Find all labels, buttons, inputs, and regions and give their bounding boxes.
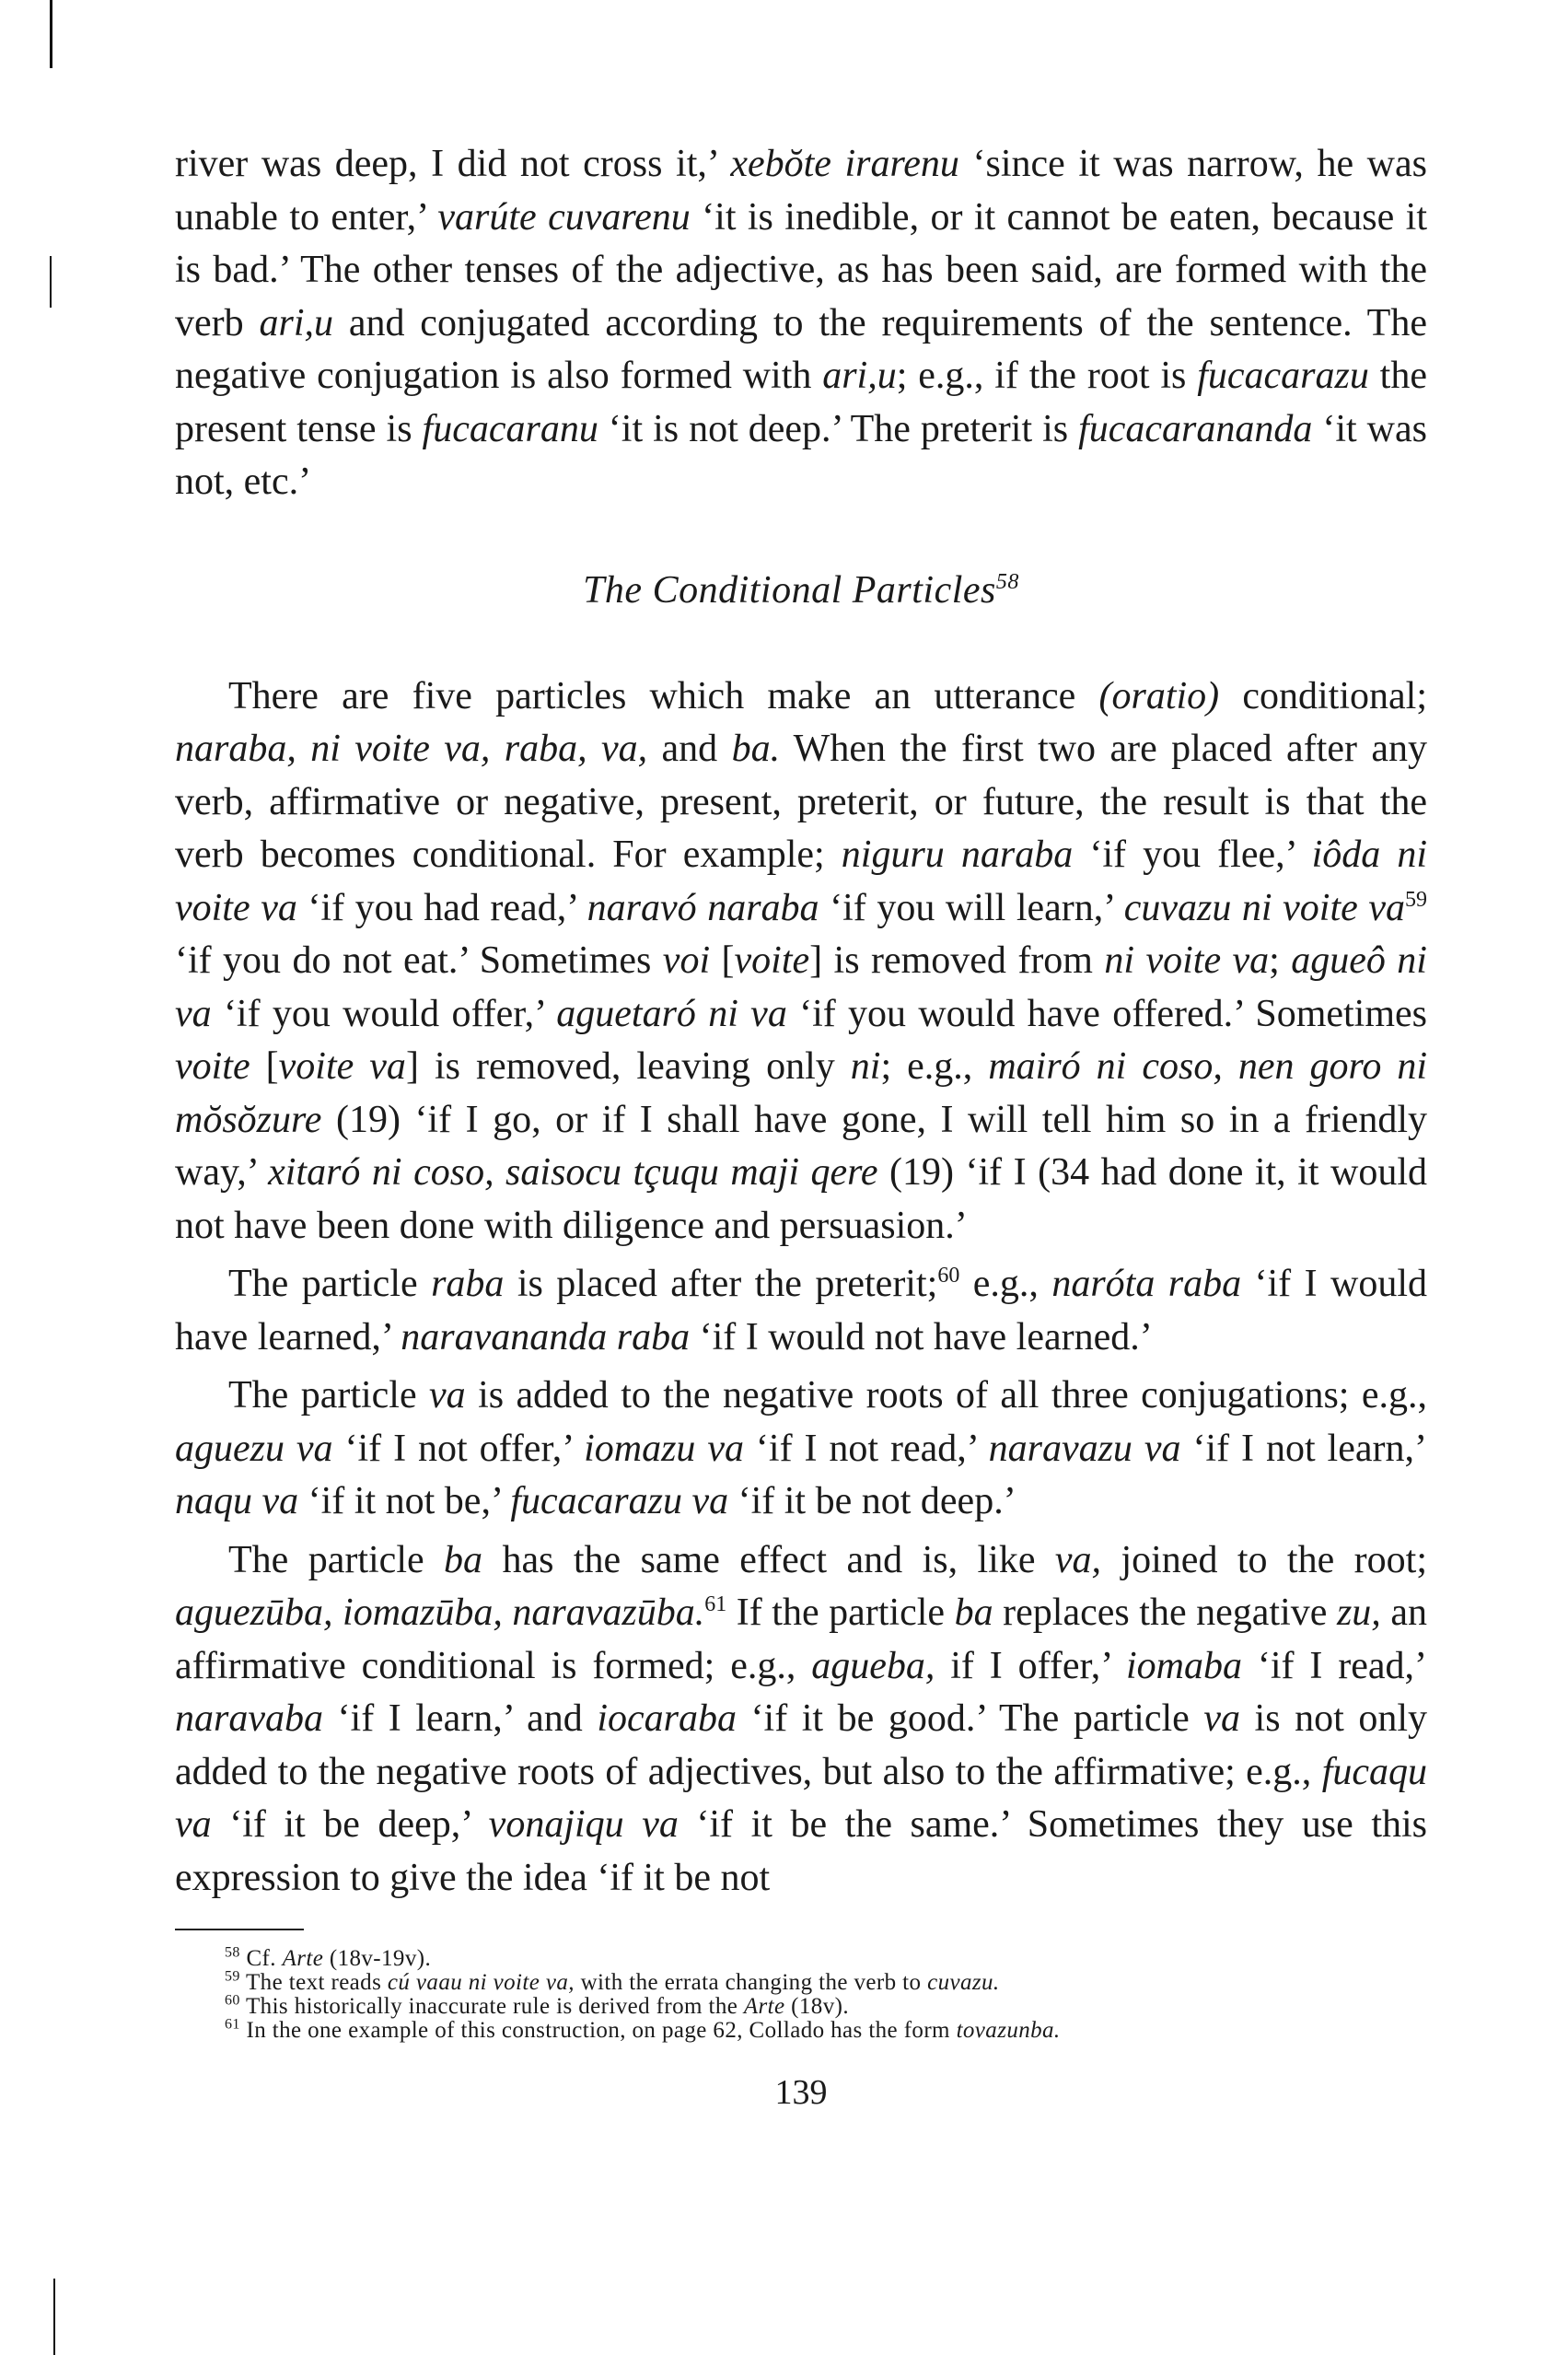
italic-term: fucacarazu va (510, 1480, 729, 1522)
italic-term: naravaba (175, 1697, 323, 1740)
italic-term: iocaraba (597, 1697, 737, 1740)
italic-term: va (429, 1374, 466, 1416)
italic-term: cuvazu ni voite va (1123, 886, 1406, 929)
text-run: replaces the negative (993, 1591, 1337, 1634)
body-paragraph-2 (175, 670, 1427, 1253)
text-run: river was deep, I did not cross it,’ (175, 143, 731, 185)
text-run: ‘if you would have offered.’ Sometimes (786, 992, 1427, 1035)
italic-term: cú vaau ni voite va, (387, 1970, 575, 1995)
italic-term: agueba, (811, 1644, 935, 1687)
text-run: ‘if I learn,’ and (323, 1697, 598, 1740)
section-heading (175, 565, 1427, 617)
text-run: ] is removed from (809, 939, 1105, 982)
italic-term: aguezūba, iomazūba, naravazūba. (175, 1591, 705, 1634)
italic-term: mairó ni coso, nen goro ni mŏsŏzure (175, 1045, 1428, 1141)
text-run: ‘if I not read,’ (743, 1427, 989, 1470)
text-run: The text reads (239, 1970, 388, 1995)
italic-term: xitaró ni coso, saisocu tçuqu maji qere (268, 1151, 878, 1194)
footnote-ref: 59 (1405, 887, 1428, 912)
scan-edge-mark-bottom (53, 2279, 55, 2355)
italic-term: va, (1054, 1538, 1102, 1581)
text-run: This historically inaccurate rule is derived from the (239, 1994, 744, 2019)
italic-term: (oratio) (1098, 674, 1220, 717)
italic-term: cuvazu. (927, 1970, 1000, 1995)
body-paragraph-4 (175, 1370, 1427, 1529)
text-run: and (647, 728, 732, 770)
book-page (175, 138, 1427, 2113)
text-run: ‘if you do not eat.’ Sometimes (175, 939, 663, 982)
text-run: ‘if I would not have learned.’ (690, 1315, 1153, 1358)
text-run: ‘since it was narrow, he was unable to enter,’ (175, 143, 1427, 239)
italic-term: voite (734, 939, 810, 982)
text-run: ] is removed, leaving only (405, 1045, 851, 1088)
text-run: is not only added to the negative roots of adjectives, but also to the affirmative; e.g., (175, 1697, 1427, 1793)
text-run: is added to the negative roots of all three conjugations; e.g., (465, 1374, 1428, 1416)
scan-edge-mark-top (50, 0, 52, 68)
body-paragraph-1 (175, 138, 1427, 509)
text-run: ‘if you had read,’ (296, 886, 587, 929)
italic-term: naravananda raba (401, 1315, 691, 1358)
italic-term: naravó naraba (587, 886, 819, 929)
footnote (225, 2016, 1427, 2043)
footnote-ref: 60 (225, 1992, 240, 2009)
text-run: [ (710, 939, 735, 982)
text-run: ‘if I not learn,’ (1180, 1427, 1427, 1470)
italic-term: fucacaranu (422, 407, 598, 450)
text-run: ‘if it not be,’ (298, 1480, 511, 1522)
text-run: an affirmative conditional is formed; e.g., (175, 1591, 1427, 1687)
text-run: If the particle (726, 1591, 955, 1634)
italic-term: Arte (282, 1946, 324, 1971)
italic-term: raba (431, 1263, 505, 1305)
italic-term: voite (175, 1045, 250, 1088)
text-run: conditional; (1219, 674, 1427, 717)
text-run: ‘if I not offer,’ (332, 1427, 585, 1470)
italic-term: voite va (278, 1045, 406, 1088)
italic-term: iôda ni voite va (175, 834, 1427, 929)
text-run: There are five particles which make an utterance (228, 674, 1099, 717)
text-run: (19) ‘if I (34 had done it, it would not have been done with diligence and persuasion.’ (175, 1151, 1427, 1247)
italic-term: zu, (1336, 1591, 1381, 1634)
text-run: ‘if it be the same.’ Sometimes they use this expression to give the idea ‘if it be not (175, 1803, 1427, 1899)
footnote-divider (175, 1929, 304, 1930)
text-run: e.g., (959, 1263, 1052, 1305)
footnote (225, 1944, 1427, 1971)
text-run: (19) ‘if I go, or if I shall have gone, I will tell him so in a friendly way,’ (175, 1098, 1427, 1194)
text-run: (18v-19v). (323, 1946, 432, 1971)
section-heading-footnote-ref: 58 (995, 569, 1019, 594)
text-run: ‘if it be not deep.’ (728, 1480, 1016, 1522)
text-run: joined to the root; (1101, 1538, 1427, 1581)
italic-term: ba (444, 1538, 483, 1581)
text-run: ; (1269, 939, 1292, 982)
text-run: The particle (228, 1263, 432, 1305)
text-run: ‘if you would offer,’ (211, 992, 557, 1035)
italic-term: naróta raba (1051, 1263, 1242, 1305)
text-run: [ (250, 1045, 279, 1088)
italic-term: va (1203, 1697, 1240, 1740)
text-run: ‘if you will learn,’ (819, 886, 1124, 929)
italic-term: xebŏte irarenu (730, 143, 959, 185)
footnote-ref: 59 (225, 1968, 240, 1985)
scan-edge-mark-middle (50, 256, 52, 308)
text-run: The particle (228, 1374, 430, 1416)
text-run: and conjugated according to the requirements of the sentence. The negative conjugation is also formed with (175, 301, 1427, 397)
text-run: has the same effect and is, like (482, 1538, 1055, 1581)
italic-term: vonajiqu va (488, 1803, 679, 1846)
italic-term: ari,u (822, 355, 897, 397)
text-run: In the one example of this construction, on page 62, Collado has the form (239, 2018, 957, 2043)
text-run: with the errata changing the verb to (574, 1970, 928, 1995)
italic-term: niguru naraba (841, 834, 1074, 876)
italic-term: ba. (731, 728, 781, 770)
text-run: ‘if I read,’ (1242, 1644, 1427, 1687)
text-run: ‘it is inedible, or it cannot be eaten, because it is bad.’ The other tenses of the adjective, as has been said, are formed with the verb (175, 195, 1428, 344)
text-run: the present tense is (175, 355, 1427, 450)
footnote-ref: 58 (225, 1944, 240, 1961)
text-run: ‘if it be deep,’ (211, 1803, 489, 1846)
italic-term: naravazu va (988, 1427, 1181, 1470)
italic-term: Arte (743, 1994, 785, 2019)
text-run: The particle (228, 1538, 445, 1581)
italic-term: ari,u (259, 301, 333, 344)
footnote (225, 1992, 1427, 2019)
italic-term: aguezu va (175, 1427, 333, 1470)
text-run: if I offer,’ (935, 1644, 1126, 1687)
italic-term: ni voite va (1104, 939, 1270, 982)
page-number: 139 (774, 2073, 828, 2112)
footnote-ref: 61 (704, 1592, 727, 1616)
italic-term: voi (662, 939, 711, 982)
text-run: When the first two are placed after any verb, affirmative or negative, present, preterit, or future, the result is that the verb becomes conditional. For example; (175, 728, 1427, 876)
italic-term: ni (850, 1045, 881, 1088)
footnote-ref: 60 (937, 1264, 960, 1288)
text-run: is placed after the preterit; (504, 1263, 938, 1305)
text-run: ‘it is not deep.’ The preterit is (598, 407, 1079, 450)
footnote (225, 1968, 1427, 1995)
body-paragraph-3 (175, 1258, 1427, 1364)
footnote-ref: 61 (225, 2016, 240, 2033)
italic-term: iomazu va (584, 1427, 744, 1470)
italic-term: naraba, ni voite va, raba, va, (175, 728, 648, 770)
italic-term: naqu va (175, 1480, 299, 1522)
italic-term: iomaba (1126, 1644, 1242, 1687)
italic-term: fucacarazu (1197, 355, 1369, 397)
italic-term: aguetaró ni va (556, 992, 787, 1035)
text-run: ; e.g., if the root is (896, 355, 1198, 397)
italic-term: fucaqu va (175, 1750, 1427, 1846)
text-run: (18v). (784, 1994, 849, 2019)
text-run: ‘it was not, etc.’ (175, 407, 1427, 503)
text-run: Cf. (239, 1946, 283, 1971)
italic-term: agueô ni va (175, 939, 1427, 1035)
text-run: ‘if it be good.’ The particle (737, 1697, 1204, 1740)
text-run: ‘if I would have learned,’ (175, 1263, 1427, 1358)
section-heading-text: The Conditional Particles (583, 568, 996, 612)
italic-term: fucacarananda (1078, 407, 1313, 450)
italic-term: ba (954, 1591, 993, 1634)
footnotes (175, 1944, 1427, 2043)
text-run: ; e.g., (880, 1045, 989, 1088)
body-paragraph-5 (175, 1534, 1427, 1906)
text-run: ‘if you flee,’ (1073, 834, 1312, 876)
italic-term: tovazunba. (956, 2018, 1061, 2043)
italic-term: varúte cuvarenu (437, 195, 691, 239)
